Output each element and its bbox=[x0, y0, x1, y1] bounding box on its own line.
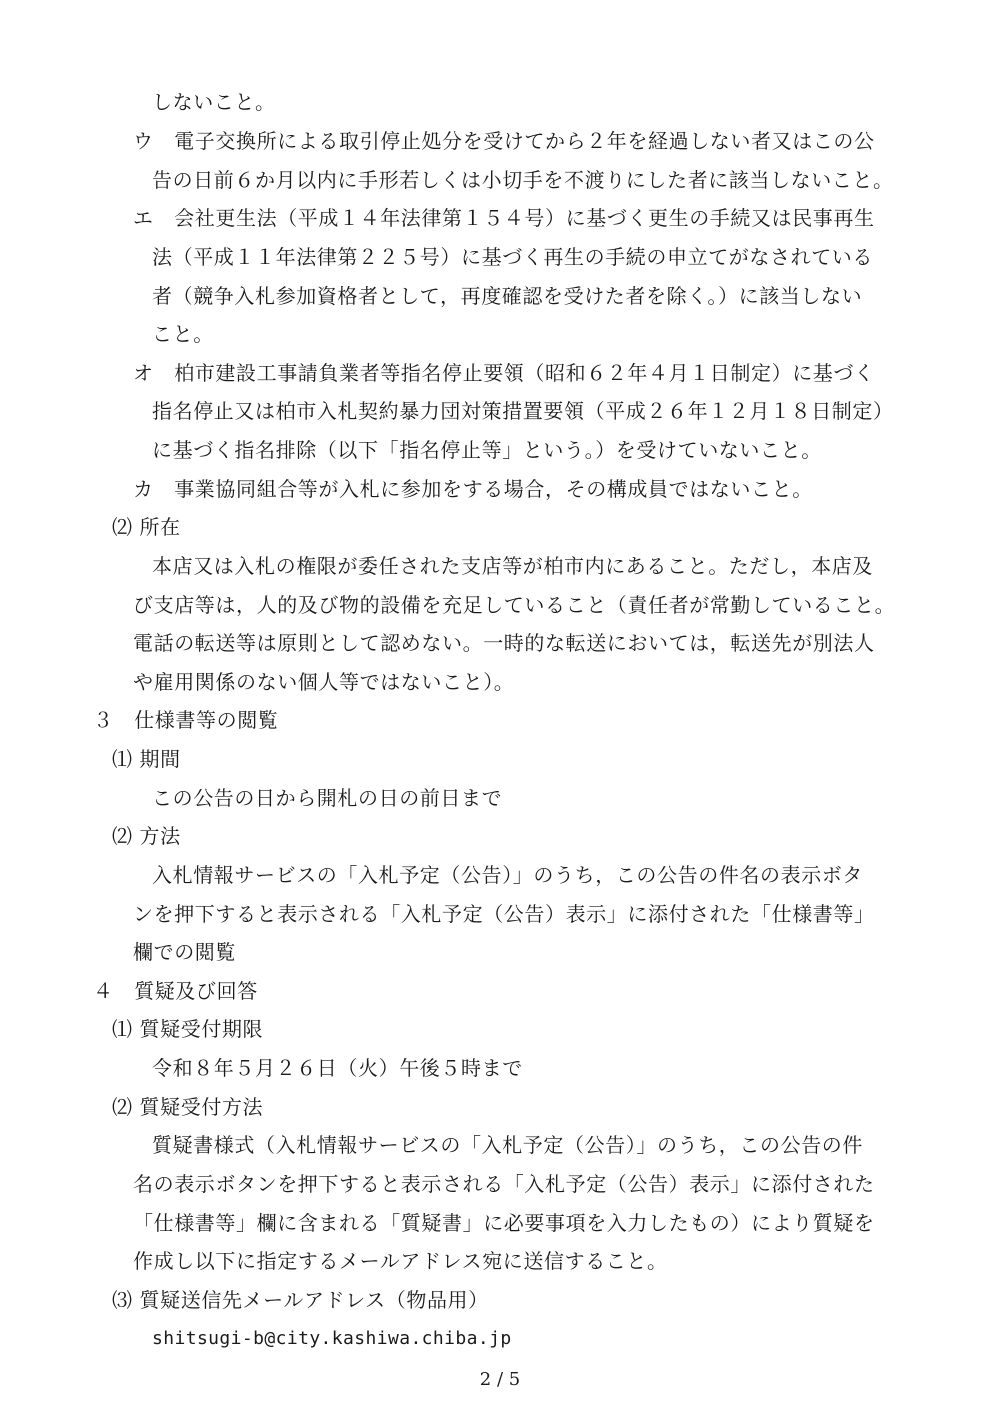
text-line: 告の日前６か月以内に手形若しくは小切手を不渡りにした者に該当しないこと。 bbox=[152, 168, 894, 192]
text-line: 作成し以下に指定するメールアドレス宛に送信すること。 bbox=[133, 1249, 668, 1273]
text-line: 名の表示ボタンを押下すると表示される「入札予定（公告）表示」に添付された bbox=[133, 1172, 875, 1196]
text-line: この公告の日から開札の日の前日まで bbox=[152, 786, 503, 810]
text-line: 指名停止又は柏市入札契約暴力団対策措置要領（平成２６年１２月１８日制定） bbox=[152, 399, 894, 423]
section-heading: ⑴ 期間 bbox=[112, 747, 181, 771]
text-line: 者（競争入札参加資格者として，再度確認を受けた者を除く。）に該当しない bbox=[152, 284, 863, 308]
text-line: エ 会社更生法（平成１４年法律第１５４号）に基づく更生の手続又は民事再生 bbox=[133, 206, 875, 230]
section-heading: ⑴ 質疑受付期限 bbox=[112, 1017, 264, 1041]
text-line: 法（平成１１年法律第２２５号）に基づく再生の手続の申立てがなされている bbox=[152, 245, 873, 269]
text-line: オ 柏市建設工事請負業者等指名停止要領（昭和６２年４月１日制定）に基づく bbox=[133, 361, 875, 385]
text-line: に基づく指名排除（以下「指名停止等」という。）を受けていないこと。 bbox=[152, 438, 822, 462]
text-line: 「仕様書等」欄に含まれる「質疑書」に必要事項を入力したもの）により質疑を bbox=[133, 1211, 875, 1235]
section-heading: ３ 仕様書等の閲覧 bbox=[93, 708, 279, 732]
text-line: 電話の転送等は原則として認めない。一時的な転送においては，転送先が別法人 bbox=[133, 631, 875, 655]
section-heading: ４ 質疑及び回答 bbox=[93, 979, 258, 1003]
text-line: 入札情報サービスの「入札予定（公告）」のうち，この公告の件名の表示ボタ bbox=[152, 863, 863, 887]
text-line: び支店等は，人的及び物的設備を充足していること（責任者が常勤していること。 bbox=[133, 593, 896, 617]
text-line: 本店又は入札の権限が委任された支店等が柏市内にあること。ただし，本店及 bbox=[152, 554, 873, 578]
text-line: ンを押下すると表示される「入札予定（公告）表示」に添付された「仕様書等」 bbox=[133, 902, 875, 926]
text-line: ウ 電子交換所による取引停止処分を受けてから２年を経過しない者又はこの公 bbox=[133, 129, 875, 153]
section-heading: ⑶ 質疑送信先メールアドレス（物品用） bbox=[112, 1288, 489, 1312]
email-address: shitsugi-b@city.kashiwa.chiba.jp bbox=[152, 1328, 512, 1349]
text-line: こと。 bbox=[152, 322, 214, 346]
text-line: しないこと。 bbox=[152, 90, 276, 114]
page-number: 2 / 5 bbox=[479, 1369, 521, 1390]
text-line: 令和８年５月２６日（火）午後５時まで bbox=[152, 1056, 523, 1080]
section-heading: ⑵ 所在 bbox=[112, 515, 181, 539]
text-line: 質疑書様式（入札情報サービスの「入札予定（公告）」のうち，この公告の件 bbox=[152, 1133, 863, 1157]
text-line: カ 事業協同組合等が入札に参加をする場合，その構成員ではないこと。 bbox=[133, 477, 813, 501]
section-heading: ⑵ 方法 bbox=[112, 824, 181, 848]
text-line: 欄での閲覧 bbox=[133, 940, 236, 964]
section-heading: ⑵ 質疑受付方法 bbox=[112, 1095, 264, 1119]
text-line: や雇用関係のない個人等ではないこと）。 bbox=[133, 670, 515, 694]
